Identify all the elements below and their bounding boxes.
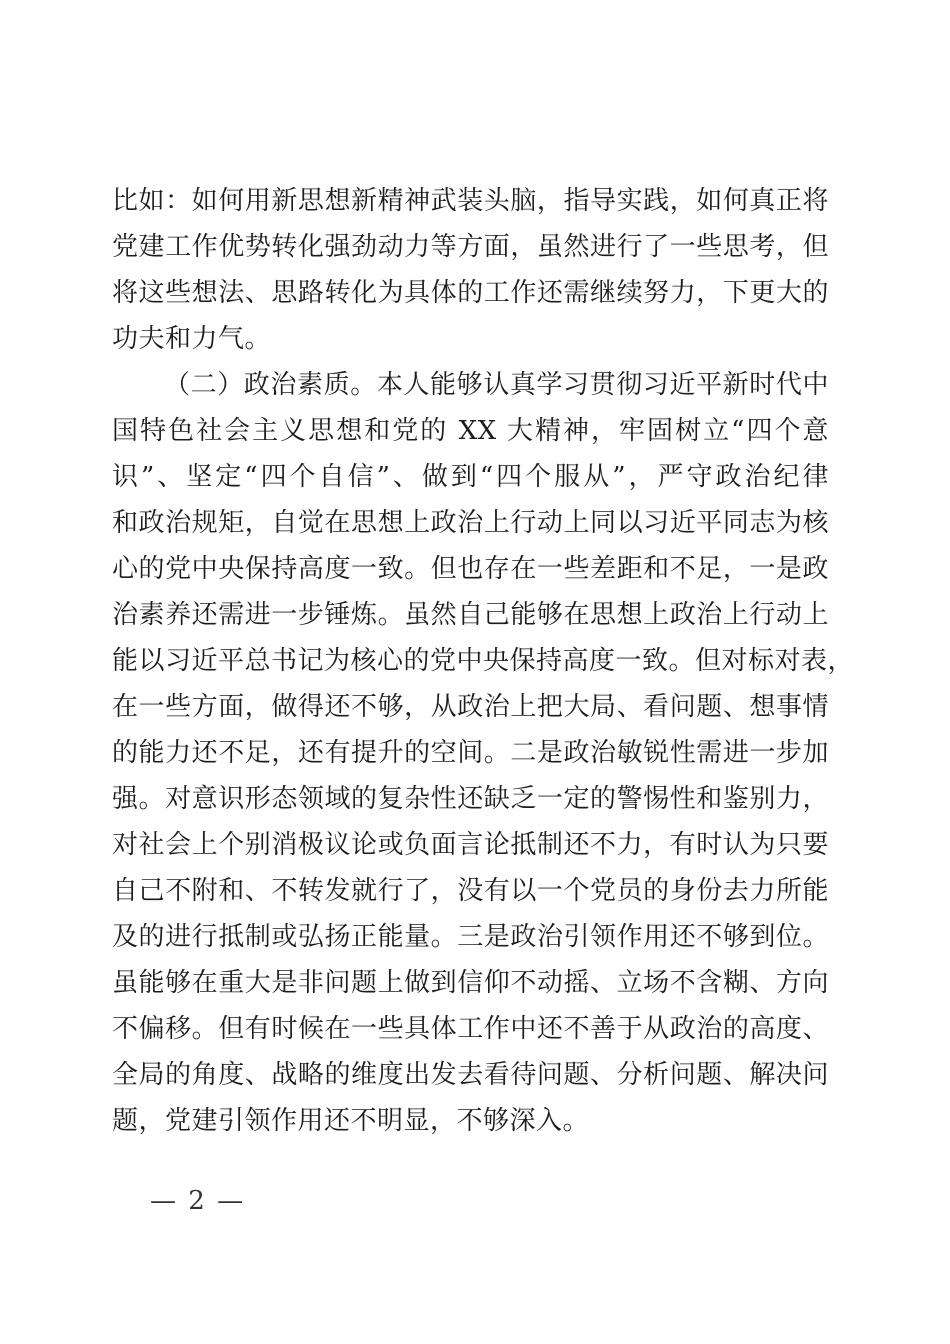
paragraph-continued [112,178,829,362]
text-line: 自己不附和、不转发就行了，没有以一个党员的身份去力所能 [112,876,829,906]
text-line: 对社会上个别消极议论或负面言论抵制还不力，有时认为只要 [112,830,829,860]
text-line: 全局的角度、战略的维度出发去看待问题、分析问题、解决问 [112,1060,829,1090]
text-line: 题，党建引领作用还不明显，不够深入。 [112,1106,590,1136]
document-body [112,178,855,1144]
text-line: 治素养还需进一步锤炼。虽然自己能够在思想上政治上行动上 [112,600,829,630]
text-run: 本人能够认真学习贯彻习近平新时代中 [376,370,829,400]
text-line: 党建工作优势转化强劲动力等方面，虽然进行了一些思考，但 [112,232,829,262]
paragraph-section-2 [112,362,855,1144]
section-heading: （二）政治素质。 [164,370,377,400]
text-line: 能以习近平总书记为核心的党中央保持高度一致。但对标对表， [112,646,855,676]
text-line: 强。对意识形态领域的复杂性还缺乏一定的警惕性和鉴别力， [112,784,829,814]
text-line: 国特色社会主义思想和党的 XX 大精神，牢固树立“四个意 [112,416,829,446]
text-line: 及的进行抵制或弘扬正能量。三是政治引领作用还不够到位。 [112,922,829,952]
page-number: — 2 — [150,1186,246,1216]
text-line: 在一些方面，做得还不够，从政治上把大局、看问题、想事情 [112,692,829,722]
text-line: 的能力还不足，还有提升的空间。二是政治敏锐性需进一步加 [112,738,829,768]
text-line: 心的党中央保持高度一致。但也存在一些差距和不足，一是政 [112,554,829,584]
text-line: 比如：如何用新思想新精神武装头脑，指导实践，如何真正将 [112,186,829,216]
text-line: 不偏移。但有时候在一些具体工作中还不善于从政治的高度、 [112,1014,829,1044]
text-line: 虽能够在重大是非问题上做到信仰不动摇、立场不含糊、方向 [112,968,829,998]
text-line [112,362,829,408]
text-line: 识”、坚定“四个自信”、做到“四个服从”，严守政治纪律 [112,462,829,492]
text-line: 功夫和力气。 [112,324,272,354]
text-line: 将这些想法、思路转化为具体的工作还需继续努力，下更大的 [112,278,829,308]
text-line: 和政治规矩，自觉在思想上政治上行动上同以习近平同志为核 [112,508,829,538]
